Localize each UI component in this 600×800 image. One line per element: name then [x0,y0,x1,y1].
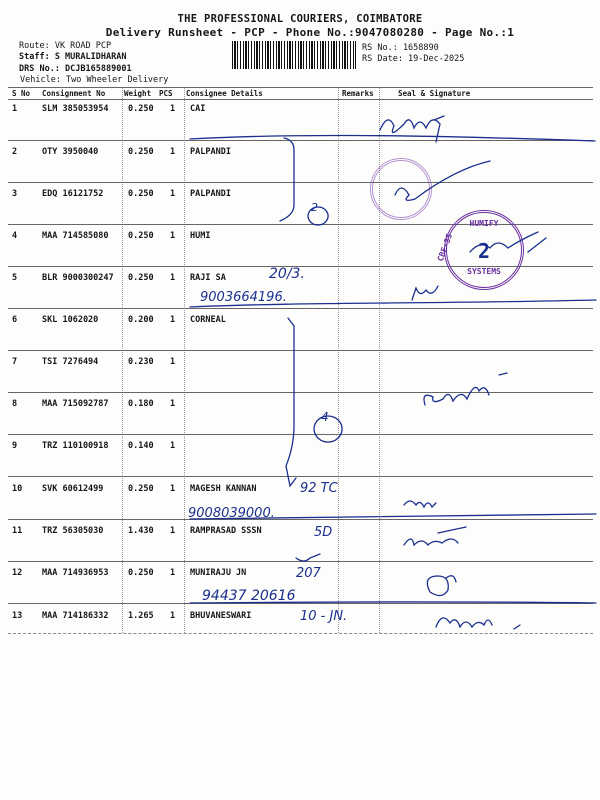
pcs: 1 [170,399,176,409]
table-row: 10 [12,484,23,494]
consignment-no: TRZ 110100918 [42,441,109,451]
handwritten-phone: 94437 20616 [202,588,296,604]
company-seal-stamp: HUMIFY 2 SYSTEMS CBE-35 [444,210,524,290]
weight: 0.140 [128,441,154,451]
consignment-no: SLM 385053954 [42,104,109,114]
weight: 0.250 [128,231,154,241]
consignee: RAMPRASAD SSSN [190,526,262,536]
pcs: 1 [170,357,176,367]
col-header-signature: Seal & Signature [398,89,471,98]
column-divider [338,88,339,633]
pcs: 1 [170,189,176,199]
row-divider [8,392,593,393]
pcs: 1 [170,568,176,578]
weight: 0.250 [128,147,154,157]
vehicle-label: Vehicle: Two Wheeler Delivery [20,75,169,85]
row-divider [8,561,593,562]
table-row: 7 [12,357,18,367]
consignee: MUNIRAJU JN [190,568,247,578]
weight: 0.230 [128,357,154,367]
signature-8 [424,373,507,405]
col-header-remarks: Remarks [342,89,374,98]
weight: 0.200 [128,315,154,325]
signature-13 [436,618,520,629]
consignee: HUMI [190,231,211,241]
consignment-no: OTY 3950040 [42,147,99,157]
handwritten-note: 92 TC [300,481,338,496]
handwritten-note: 20/3. [269,266,305,282]
weight: 0.250 [128,104,154,114]
weight: 0.250 [128,273,154,283]
table-row: 3 [12,189,18,199]
row-divider [8,434,593,435]
signature-11 [404,527,466,545]
pcs: 1 [170,231,176,241]
bracket-4 [286,318,296,486]
pcs: 1 [170,441,176,451]
signature-10 [404,501,436,507]
table-row: 5 [12,273,18,283]
table-row: 13 [12,611,23,621]
tick-11 [296,554,320,561]
rs-number: RS No.: 1658890 [362,43,439,53]
consignment-no: EDQ 16121752 [42,189,104,199]
header-divider [8,99,593,100]
table-row: 1 [12,104,18,114]
consignment-no: SKL 1062020 [42,315,99,325]
consignment-no: TSI 7276494 [42,357,99,367]
col-header-weight: Weight [124,89,152,98]
column-divider [122,88,123,633]
table-top-border [8,87,593,88]
faded-stamp [370,158,432,220]
consignment-no: SVK 60612499 [42,484,104,494]
row-divider [8,140,593,141]
drs-number: DRS No.: DCJB165889001 [19,64,132,74]
runsheet-subtitle: Delivery Runsheet - PCP - Phone No.:9047080280 - Page No.:1 [105,26,515,39]
pcs: 1 [170,315,176,325]
weight: 0.250 [128,189,154,199]
row-divider [8,350,593,351]
weight: 1.430 [128,526,154,536]
handwritten-note: 5D [314,525,333,540]
pcs: 1 [170,104,176,114]
weight: 0.250 [128,568,154,578]
row-divider [8,476,593,477]
pcs: 1 [170,273,176,283]
col-header-consignment: Consignment No [42,89,106,98]
handwritten-note: 10 - JN. [300,609,348,624]
rs-date: RS Date: 19-Dec-2025 [362,54,465,64]
staff-label: Staff: S MURALIDHARAN [19,52,127,62]
weight: 0.180 [128,399,154,409]
consignee: PALPANDI [190,189,231,199]
consignment-no: MAA 714936953 [42,568,109,578]
table-row: 2 [12,147,18,157]
consignee: CORNEAL [190,315,226,325]
pcs: 1 [170,147,176,157]
table-row: 11 [12,526,23,536]
table-row: 4 [12,231,18,241]
consignee: MAGESH KANNAN [190,484,257,494]
handwritten-count: 4 [321,410,329,424]
pcs: 1 [170,526,176,536]
col-header-pcs: PCS [159,89,173,98]
consignment-no: MAA 714585080 [42,231,109,241]
consignee: BHUVANESWARI [190,611,252,621]
handwritten-phone: 9003664196. [200,290,287,305]
signature-1 [380,116,444,142]
consignee: RAJI SA [190,273,226,283]
column-divider [184,88,185,633]
consignment-no: MAA 714186332 [42,611,109,621]
weight: 1.265 [128,611,154,621]
handwritten-phone: 9008039000. [188,506,275,521]
col-header-sno: S No [12,89,31,98]
handwritten-count: 2 [311,201,318,214]
row-divider [8,182,593,183]
consignee: PALPANDI [190,147,231,157]
pcs: 1 [170,484,176,494]
table-row: 9 [12,441,18,451]
consignment-no: TRZ 56305030 [42,526,104,536]
weight: 0.250 [128,484,154,494]
table-row: 12 [12,568,23,578]
bracket-2 [280,138,294,221]
table-row: 6 [12,315,18,325]
handwritten-note: 207 [296,566,321,581]
row-divider [8,308,593,309]
row-divider [8,603,593,604]
route-label: Route: VK ROAD PCP [19,41,112,51]
row-divider [8,519,593,520]
signature-5 [412,286,438,300]
consignment-no: MAA 715092787 [42,399,109,409]
barcode [232,41,356,69]
signature-12 [427,576,456,596]
table-bottom-border [8,633,593,634]
company-title: THE PROFESSIONAL COURIERS, COIMBATORE [177,13,423,25]
consignment-no: BLR 9000300247 [42,273,114,283]
col-header-consignee: Consignee Details [186,89,263,98]
table-row: 8 [12,399,18,409]
consignee: CAI [190,104,206,114]
pcs: 1 [170,611,176,621]
